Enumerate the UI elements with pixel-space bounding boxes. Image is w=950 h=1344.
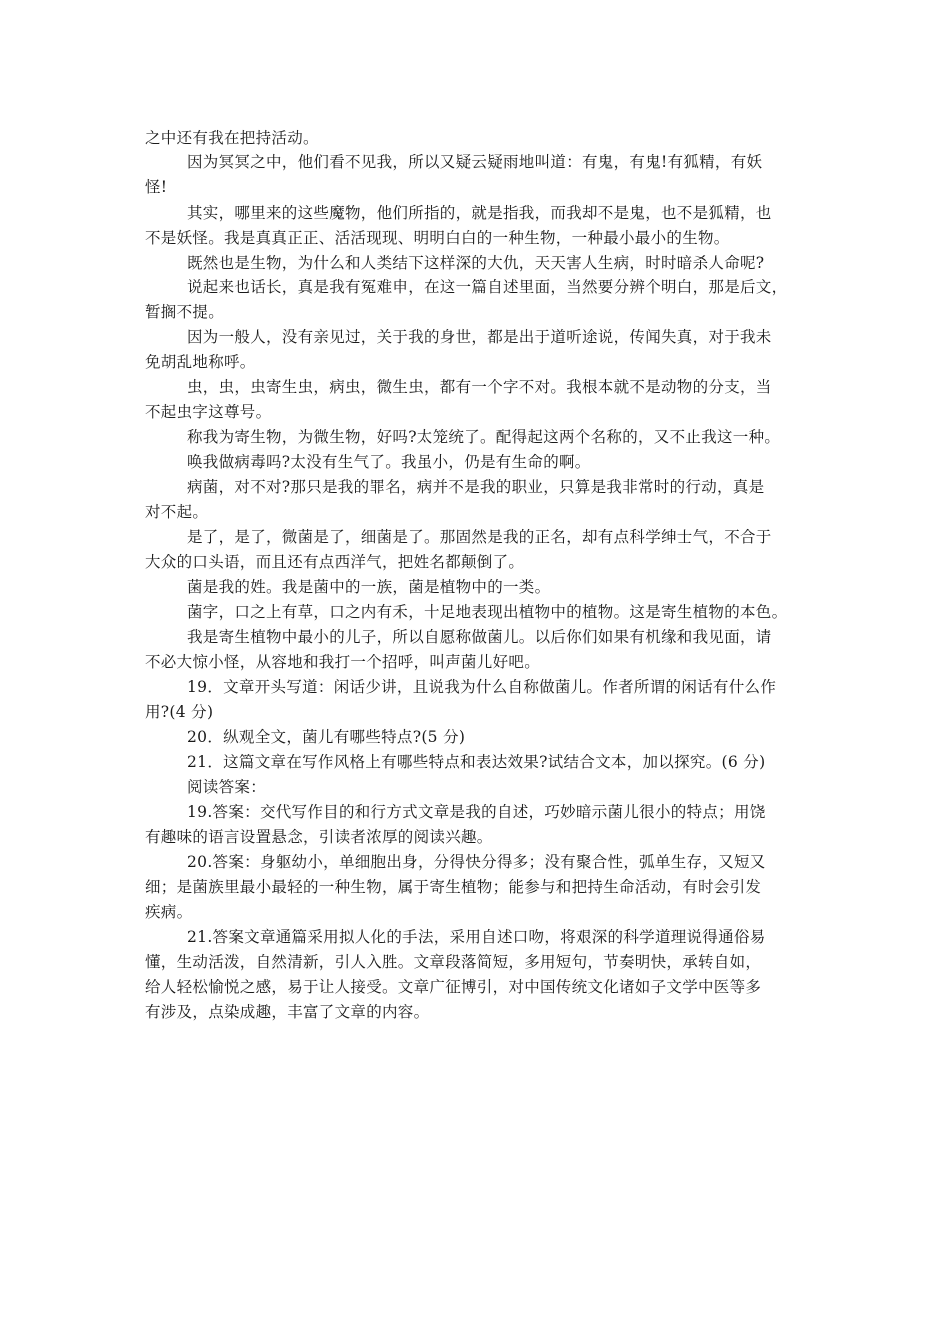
text-line: 说起来也话长，真是我有冤难申，在这一篇自述里面，当然要分辨个明白，那是后文，: [187, 278, 788, 296]
question-20: 20．纵观全文，菌儿有哪些特点?(5 分): [187, 728, 466, 746]
text-line: 对不起。: [145, 503, 209, 521]
text-line: 菌是我的姓。我是菌中的一族，菌是植物中的一类。: [187, 578, 551, 596]
text-line: 给人轻松愉悦之感，易于让人接受。文章广征博引，对中国传统文化诸如子文学中医等多: [145, 978, 762, 996]
text-line: 不是妖怪。我是真真正正、活活现现、明明白白的一种生物，一种最小最小的生物。: [145, 229, 730, 247]
answer-19: 19.答案：交代写作目的和行方式文章是我的自述，巧妙暗示菌儿很小的特点；用饶: [187, 803, 766, 821]
text-line: 大众的口头语，而且还有点西洋气，把姓名都颠倒了。: [145, 553, 525, 571]
text-line: 不起虫字这尊号。: [145, 403, 272, 421]
text-line: 其实，哪里来的这些魔物，他们所指的，就是指我，而我却不是鬼，也不是狐精，也: [187, 204, 772, 222]
text-line: 因为冥冥之中，他们看不见我，所以又疑云疑雨地叫道：有鬼，有鬼!有狐精，有妖: [187, 153, 763, 171]
question-21: 21．这篇文章在写作风格上有哪些特点和表达效果?试结合文本，加以探究。(6 分): [187, 753, 766, 771]
text-line: 不必大惊小怪，从容地和我打一个招呼，叫声菌儿好吧。: [145, 653, 541, 671]
text-line: 虫，虫，虫寄生虫，病虫，微生虫，都有一个字不对。我根本就不是动物的分支，当: [187, 378, 772, 396]
text-line: 有涉及，点染成趣，丰富了文章的内容。: [145, 1003, 430, 1021]
text-line: 既然也是生物，为什么和人类结下这样深的大仇，天天害人生病，时时暗杀人命呢?: [187, 254, 765, 272]
text-line: 之中还有我在把持活动。: [145, 129, 319, 147]
text-line: 菌字，口之上有草，口之内有禾，十足地表现出植物中的植物。这是寄生植物的本色。: [187, 603, 788, 621]
text-line: 我是寄生植物中最小的儿子，所以自愿称做菌儿。以后你们如果有机缘和我见面，请: [187, 628, 772, 646]
text-line: 疾病。: [145, 903, 193, 921]
text-line: 称我为寄生物，为微生物，好吗?太笼统了。配得起这两个名称的，又不止我这一种。: [187, 428, 781, 446]
text-line: 免胡乱地称呼。: [145, 353, 256, 371]
text-line: 细；是菌族里最小最轻的一种生物，属于寄生植物；能参与和把持生命活动，有时会引发: [145, 878, 762, 896]
question-19: 19．文章开头写道：闲话少讲，且说我为什么自称做菌儿。作者所谓的闲话有什么作: [187, 678, 777, 696]
text-line: 怪!: [145, 178, 168, 196]
text-line: 病菌，对不对?那只是我的罪名，病并不是我的职业，只算是我非常时的行动，真是: [187, 478, 765, 496]
text-line: 懂，生动活泼，自然清新，引人入胜。文章段落简短，多用短句，节奏明快，承转自如，: [145, 953, 762, 971]
text-line: 用?(4 分): [145, 703, 214, 721]
text-line: 因为一般人，没有亲见过，关于我的身世，都是出于道听途说，传闻失真，对于我未: [187, 328, 772, 346]
answer-21: 21.答案文章通篇采用拟人化的手法，采用自述口吻，将艰深的科学道理说得通俗易: [187, 928, 766, 946]
text-line: 是了，是了，微菌是了，细菌是了。那固然是我的正名，却有点科学绅士气，不合于: [187, 528, 772, 546]
text-line: 唤我做病毒吗?太没有生气了。我虽小，仍是有生命的啊。: [187, 453, 591, 471]
text-line: 暂搁不提。: [145, 303, 225, 321]
answers-heading: 阅读答案：: [187, 778, 267, 796]
text-line: 有趣味的语言设置悬念，引读者浓厚的阅读兴趣。: [145, 828, 493, 846]
answer-20: 20.答案：身躯幼小，单细胞出身，分得快分得多；没有聚合性，弧单生存，又短又: [187, 853, 766, 871]
